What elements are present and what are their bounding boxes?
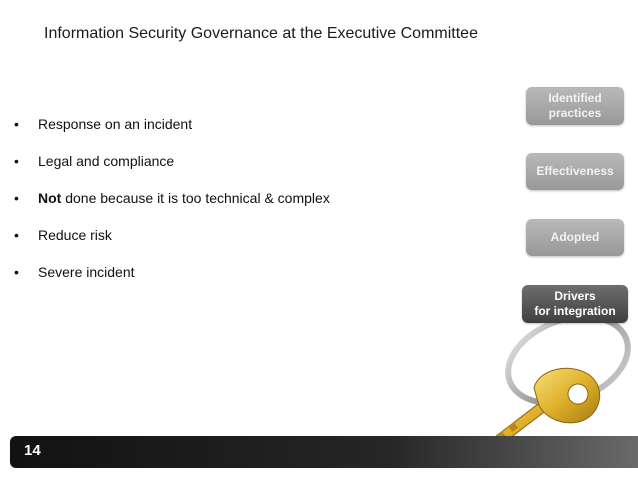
badge-identified-line1: Identified <box>548 91 602 105</box>
bullet-text-body: Response on an incident <box>38 116 193 132</box>
badge-drivers-line2: for integration <box>534 304 616 318</box>
bullet-dot: • <box>14 227 19 243</box>
bullet-text-body: done because it is too technical & complex <box>61 190 330 206</box>
badge-effectiveness-label: Effectiveness <box>536 164 614 178</box>
badge-adopted <box>526 219 624 256</box>
bullet-text-body: Legal and compliance <box>38 153 175 169</box>
bullet-dot: • <box>14 190 19 206</box>
bullet-text-body: Severe incident <box>38 264 135 280</box>
badge-adopted-label: Adopted <box>550 230 600 244</box>
badge-drivers-line1: Drivers <box>554 289 596 303</box>
footer-bar <box>10 436 638 468</box>
bullet-text <box>38 186 330 210</box>
bullet-text <box>38 260 135 284</box>
bullet-text <box>38 149 174 173</box>
bullet-emphasis: Not <box>38 190 62 206</box>
bullet-text <box>38 112 192 136</box>
page-number: 14 <box>24 442 41 459</box>
bullet-dot: • <box>14 116 19 132</box>
slide-title: Information Security Governance at the Executive Committee <box>44 25 478 42</box>
badge-identified-practices <box>526 87 624 125</box>
badge-identified-line2: practices <box>548 106 602 120</box>
bullet-dot: • <box>14 264 19 280</box>
bullet-dot: • <box>14 153 19 169</box>
bullet-text-body: Reduce risk <box>38 227 112 243</box>
badge-effectiveness <box>526 153 624 190</box>
badge-drivers-for-integration <box>522 285 628 323</box>
bullet-text <box>38 223 112 247</box>
